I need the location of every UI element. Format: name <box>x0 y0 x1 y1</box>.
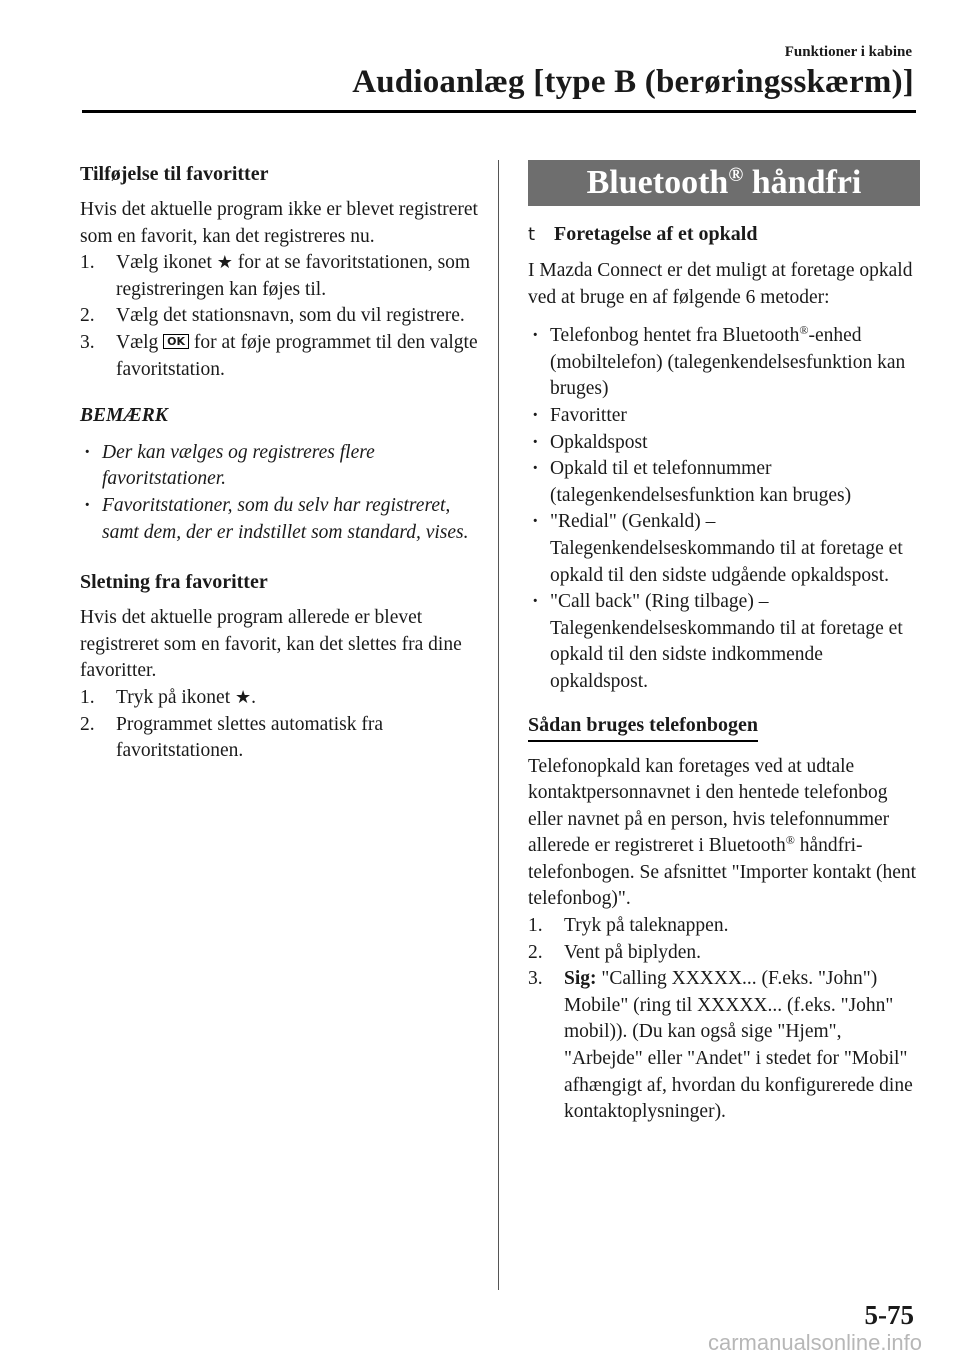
add-step-3 <box>80 330 480 383</box>
right-column <box>528 160 920 1126</box>
method-item: · "Redial" (Genkald) – Talegenkendelseskommando til at foretage et opkald til den sidste udgående opkaldspost. <box>532 511 903 586</box>
make-call-heading: t Foretagelse af et opkald <box>528 220 920 249</box>
make-call-intro: I Mazda Connect er det muligt at foretage opkald ved at bruge en af følgende 6 metoder: <box>528 260 913 308</box>
phonebook-step-2: 2. Vent på biplyden. <box>528 940 920 967</box>
note-list <box>80 440 480 546</box>
step-number: 1. <box>80 686 95 708</box>
add-step-1 <box>80 250 480 303</box>
step-number: 2. <box>80 713 95 735</box>
add-step-2 <box>80 303 480 330</box>
add-favorites-steps <box>80 250 480 383</box>
method-item: · Favoritter <box>528 403 920 430</box>
left-column <box>80 160 480 765</box>
ok-button-icon: OK <box>163 334 189 349</box>
step-number: 3. <box>80 331 95 353</box>
step-text: Tryk på ikonet <box>116 686 231 708</box>
delete-favorites-intro: Hvis det aktuelle program allerede er blevet registreret som en favorit, kan det slettes fra dine favoritter. <box>80 607 462 682</box>
method-item: · Opkald til et telefonnummer (talegenkendelsesfunktion kan bruges) <box>532 458 852 506</box>
phonebook-step-1: 1. Tryk på taleknappen. <box>528 913 920 940</box>
step-number: 2. <box>528 941 543 963</box>
subsection-marker: t <box>528 224 536 245</box>
delete-favorites-steps <box>80 685 480 765</box>
bullet-icon: · <box>532 325 539 347</box>
step-text: Vælg ikonet <box>116 252 212 274</box>
step-text: for at se favoritstationen, som registreringen kan føjes til. <box>116 252 471 300</box>
watermark: carmanualsonline.info <box>707 1330 922 1355</box>
phonebook-intro: Telefonopkald kan foretages ved at udtale kontaktpersonnavnet i den hentede telefonbog eller navnet på en person, hvis telefonnummer allerede er registreret i Bluetooth® håndfri-telefonbogen. Se afsnittet "Importer kontakt (hent telefonbog)". <box>528 755 917 910</box>
step-text: . <box>251 686 257 708</box>
delete-favorites-heading: Sletning fra favoritter <box>80 571 268 594</box>
header-section: Funktioner i kabine <box>784 44 912 60</box>
step-text: Vælg det stationsnavn, som du vil registrere. <box>116 305 465 327</box>
method-item: · Opkaldspost <box>528 430 920 457</box>
delete-step-1 <box>80 685 480 712</box>
phonebook-heading: Sådan bruges telefonbogen <box>528 712 758 742</box>
bullet-icon: · <box>84 494 91 516</box>
star-icon: ★ <box>235 686 252 708</box>
step-text: for at føje programmet til den valgte favoritstation. <box>116 331 478 380</box>
column-divider <box>498 160 499 1290</box>
step-text: Programmet slettes automatisk fra favoritstationen. <box>116 713 383 762</box>
header-rule <box>82 110 916 113</box>
bullet-icon: · <box>532 404 539 426</box>
bullet-icon: · <box>532 591 539 613</box>
step-number: 1. <box>528 915 543 937</box>
add-favorites-heading: Tilføjelse til favoritter <box>80 163 269 185</box>
section-banner: Bluetooth® håndfri <box>528 160 920 206</box>
step-number: 1. <box>80 252 95 274</box>
add-favorites-intro: Hvis det aktuelle program ikke er blevet registreret som en favorit, kan det registreres nu. <box>80 199 478 247</box>
page-number: 5-75 <box>864 1300 914 1330</box>
delete-step-2 <box>80 712 480 765</box>
page-title: Audioanlæg [type B (berøringsskærm)] <box>352 64 914 100</box>
bullet-icon: · <box>532 431 539 453</box>
step-text: Vælg <box>116 331 159 353</box>
bullet-icon: · <box>84 441 91 463</box>
note-item: · Favoritstationer, som du selv har registreret, samt dem, der er indstillet som standard, vises. <box>84 494 469 543</box>
note-title: BEMÆRK <box>80 405 168 427</box>
note-item: · Der kan vælges og registreres flere favoritstationer. <box>84 441 375 490</box>
bullet-icon: · <box>532 511 539 533</box>
phonebook-steps <box>528 913 920 1126</box>
method-item: · "Call back" (Ring tilbage) – Talegenkendelseskommando til at foretage et opkald til den sidste indkommende opkaldspost. <box>532 591 903 692</box>
bullet-icon: · <box>532 458 539 480</box>
step-number: 2. <box>80 305 95 327</box>
call-methods-list <box>528 323 920 695</box>
phonebook-heading-wrap <box>528 712 920 742</box>
step-number: 3. <box>528 968 543 990</box>
say-label: Sig: <box>564 968 597 990</box>
phonebook-step-3: 3. Sig: "Calling XXXXX... (F.eks. "John") Mobile" (ring til XXXXX... (f.eks. "John" mobil)). (Du kan også sige "Hjem", "Arbejde" eller "Andet" i stedet for "Mobil" afhængigt af, hvordan du konfigurerede dine kontaktoplysninger). <box>528 968 913 1123</box>
method-item: · Telefonbog hentet fra Bluetooth®-enhed (mobiltelefon) (talegenkendelsesfunktion kan bruges) <box>532 323 906 400</box>
star-icon: ★ <box>216 252 233 274</box>
